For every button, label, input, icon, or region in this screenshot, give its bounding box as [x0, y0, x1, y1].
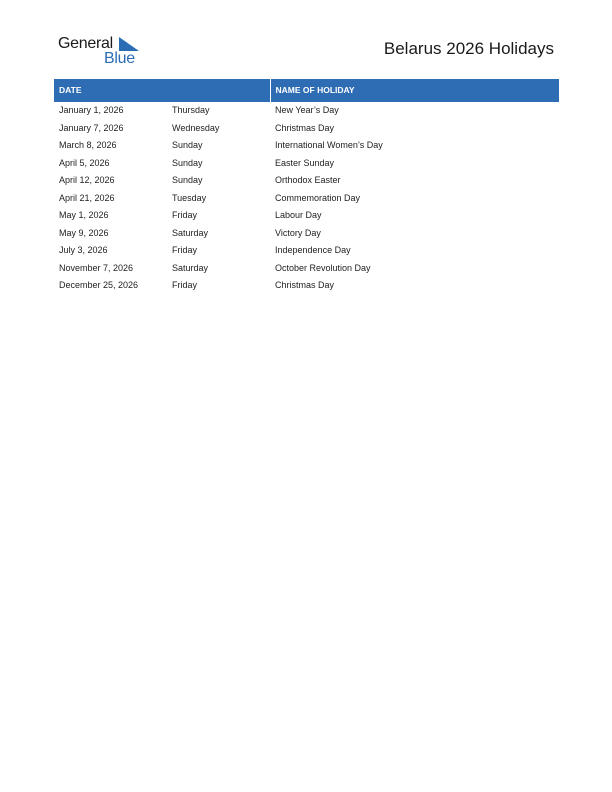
holiday-table	[54, 79, 559, 295]
holiday-date-cell: May 9, 2026	[59, 227, 109, 238]
holiday-name-cell: Orthodox Easter	[275, 175, 341, 185]
logo-word-blue: Blue	[104, 50, 135, 67]
holiday-name-cell: October Revolution Day	[275, 262, 371, 273]
weekday-cell: Friday	[172, 245, 198, 255]
holiday-date-cell: April 5, 2026	[59, 157, 110, 168]
table-row	[54, 242, 559, 260]
generalblue-logo	[58, 34, 148, 68]
header-row	[54, 79, 559, 102]
holiday-name-cell: Victory Day	[275, 227, 321, 238]
holiday-name-cell: Christmas Day	[275, 280, 335, 290]
holiday-date-cell: April 12, 2026	[59, 175, 115, 185]
weekday-cell: Sunday	[172, 157, 203, 168]
holiday-name-cell: Commemoration Day	[275, 192, 361, 203]
table-row	[54, 207, 559, 225]
table-row	[54, 137, 559, 155]
weekday-cell: Sunday	[172, 175, 203, 185]
holiday-name-cell: International Women’s Day	[275, 140, 383, 150]
weekday-cell: Saturday	[172, 262, 209, 273]
holiday-date-cell: March 8, 2026	[59, 140, 117, 150]
table-header	[54, 79, 559, 102]
table-row	[54, 172, 559, 190]
table-row	[54, 120, 559, 138]
holiday-name-cell: Independence Day	[275, 245, 351, 255]
holiday-name-cell: New Year’s Day	[275, 105, 339, 115]
page-title: Belarus 2026 Holidays	[383, 39, 554, 58]
column-header-holiday-name: NAME OF HOLIDAY	[270, 79, 559, 102]
holiday-date-cell: November 7, 2026	[59, 262, 134, 273]
table-row	[54, 225, 559, 243]
table-row	[54, 260, 559, 278]
holiday-date-cell: January 7, 2026	[59, 122, 124, 133]
table-row	[54, 155, 559, 173]
holiday-name-cell: Labour Day	[275, 210, 322, 220]
weekday-cell: Thursday	[172, 105, 210, 115]
weekday-cell: Saturday	[172, 227, 209, 238]
holiday-date-cell: January 1, 2026	[59, 105, 124, 115]
table-row	[54, 277, 559, 295]
holiday-date-cell: April 21, 2026	[59, 192, 115, 203]
table-row	[54, 190, 559, 208]
logo-word-general: General	[58, 35, 113, 52]
holiday-name-cell: Christmas Day	[275, 122, 335, 133]
weekday-cell: Wednesday	[172, 122, 220, 133]
table-row	[54, 102, 559, 120]
holiday-date-cell: May 1, 2026	[59, 210, 109, 220]
weekday-cell: Friday	[172, 280, 198, 290]
weekday-cell: Tuesday	[172, 192, 207, 203]
holiday-date-cell: December 25, 2026	[59, 280, 139, 290]
table-body	[54, 102, 559, 295]
weekday-cell: Sunday	[172, 140, 203, 150]
weekday-cell: Friday	[172, 210, 198, 220]
holiday-date-cell: July 3, 2026	[59, 245, 108, 255]
column-header-date: DATE	[54, 79, 270, 102]
holiday-name-cell: Easter Sunday	[275, 157, 335, 168]
